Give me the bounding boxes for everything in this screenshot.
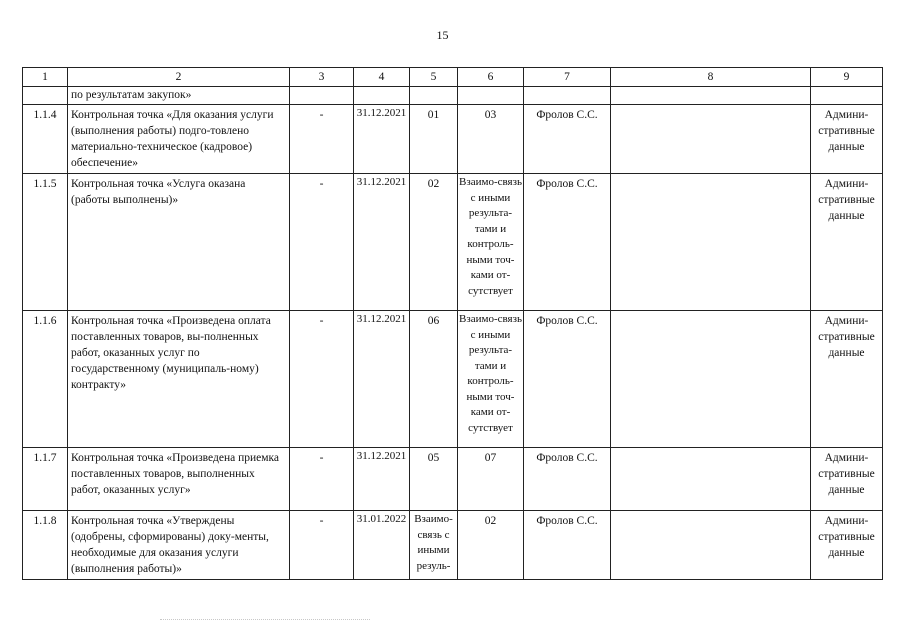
row-col6: 02 xyxy=(458,511,524,580)
row-col6: 07 xyxy=(458,448,524,511)
cell-empty xyxy=(811,87,883,105)
row-source: Админи-стративные данные xyxy=(811,511,883,580)
row-responsible: Фролов С.С. xyxy=(524,448,611,511)
cell-empty xyxy=(23,87,68,105)
continuation-text: по результатам закупок» xyxy=(68,87,290,105)
row-number: 1.1.4 xyxy=(23,105,68,174)
row-col5: Взаимо-связь с иными резуль- xyxy=(410,511,458,580)
row-name: Контрольная точка «Утверждены (одобрены, сформированы) доку-менты, необходимые для оказания услуги (выполнения работы)» xyxy=(68,511,290,580)
row-number: 1.1.8 xyxy=(23,511,68,580)
table-row xyxy=(23,511,883,580)
row-date: 31.12.2021 xyxy=(354,448,410,511)
cell-empty xyxy=(410,87,458,105)
row-col5: 05 xyxy=(410,448,458,511)
control-points-table xyxy=(22,67,883,580)
header-cell-3: 3 xyxy=(290,68,354,87)
cell-empty xyxy=(354,87,410,105)
row-col5: 06 xyxy=(410,311,458,448)
row-col6: Взаимо-связь с иными результа-тами и контроль-ными точ-ками от-сутствует xyxy=(458,311,524,448)
cell-empty xyxy=(290,87,354,105)
header-cell-9: 9 xyxy=(811,68,883,87)
table-row xyxy=(23,105,883,174)
row-col8 xyxy=(611,311,811,448)
row-col3: - xyxy=(290,511,354,580)
header-cell-8: 8 xyxy=(611,68,811,87)
row-number: 1.1.6 xyxy=(23,311,68,448)
table-row xyxy=(23,448,883,511)
table-row-continuation xyxy=(23,87,883,105)
scan-artifact xyxy=(160,619,370,623)
row-date: 31.12.2021 xyxy=(354,105,410,174)
row-name: Контрольная точка «Услуга оказана (работы выполнены)» xyxy=(68,174,290,311)
header-cell-7: 7 xyxy=(524,68,611,87)
row-col8 xyxy=(611,448,811,511)
row-col5: 01 xyxy=(410,105,458,174)
row-date: 31.12.2021 xyxy=(354,174,410,311)
row-name: Контрольная точка «Произведена приемка поставленных товаров, выполненных работ, оказанных услуг» xyxy=(68,448,290,511)
row-col6: 03 xyxy=(458,105,524,174)
header-cell-5: 5 xyxy=(410,68,458,87)
table-row xyxy=(23,174,883,311)
table-row xyxy=(23,311,883,448)
row-col5: 02 xyxy=(410,174,458,311)
page-number: 15 xyxy=(436,28,449,42)
row-number: 1.1.5 xyxy=(23,174,68,311)
header-row xyxy=(23,68,883,87)
row-col3: - xyxy=(290,105,354,174)
row-number: 1.1.7 xyxy=(23,448,68,511)
row-responsible: Фролов С.С. xyxy=(524,174,611,311)
row-source: Админи-стративные данные xyxy=(811,448,883,511)
header-cell-1: 1 xyxy=(23,68,68,87)
cell-empty xyxy=(458,87,524,105)
row-col8 xyxy=(611,511,811,580)
row-col3: - xyxy=(290,174,354,311)
cell-empty xyxy=(524,87,611,105)
row-col8 xyxy=(611,105,811,174)
row-responsible: Фролов С.С. xyxy=(524,311,611,448)
row-col6: Взаимо-связь с иными результа-тами и контроль-ными точ-ками от-сутствует xyxy=(458,174,524,311)
row-source: Админи-стративные данные xyxy=(811,311,883,448)
row-responsible: Фролов С.С. xyxy=(524,105,611,174)
cell-empty xyxy=(611,87,811,105)
row-col3: - xyxy=(290,448,354,511)
row-col8 xyxy=(611,174,811,311)
row-date: 31.01.2022 xyxy=(354,511,410,580)
row-date: 31.12.2021 xyxy=(354,311,410,448)
row-name: Контрольная точка «Для оказания услуги (выполнения работы) подго-товлено материально-техническое (кадровое) обеспечение» xyxy=(68,105,290,174)
row-responsible: Фролов С.С. xyxy=(524,511,611,580)
header-cell-2: 2 xyxy=(68,68,290,87)
row-name: Контрольная точка «Произведена оплата поставленных товаров, вы-полненных работ, оказанных услуг по государственному (муниципаль-ному) контракту» xyxy=(68,311,290,448)
header-cell-6: 6 xyxy=(458,68,524,87)
row-source: Админи-стративные данные xyxy=(811,105,883,174)
header-cell-4: 4 xyxy=(354,68,410,87)
row-source: Админи-стративные данные xyxy=(811,174,883,311)
row-col3: - xyxy=(290,311,354,448)
